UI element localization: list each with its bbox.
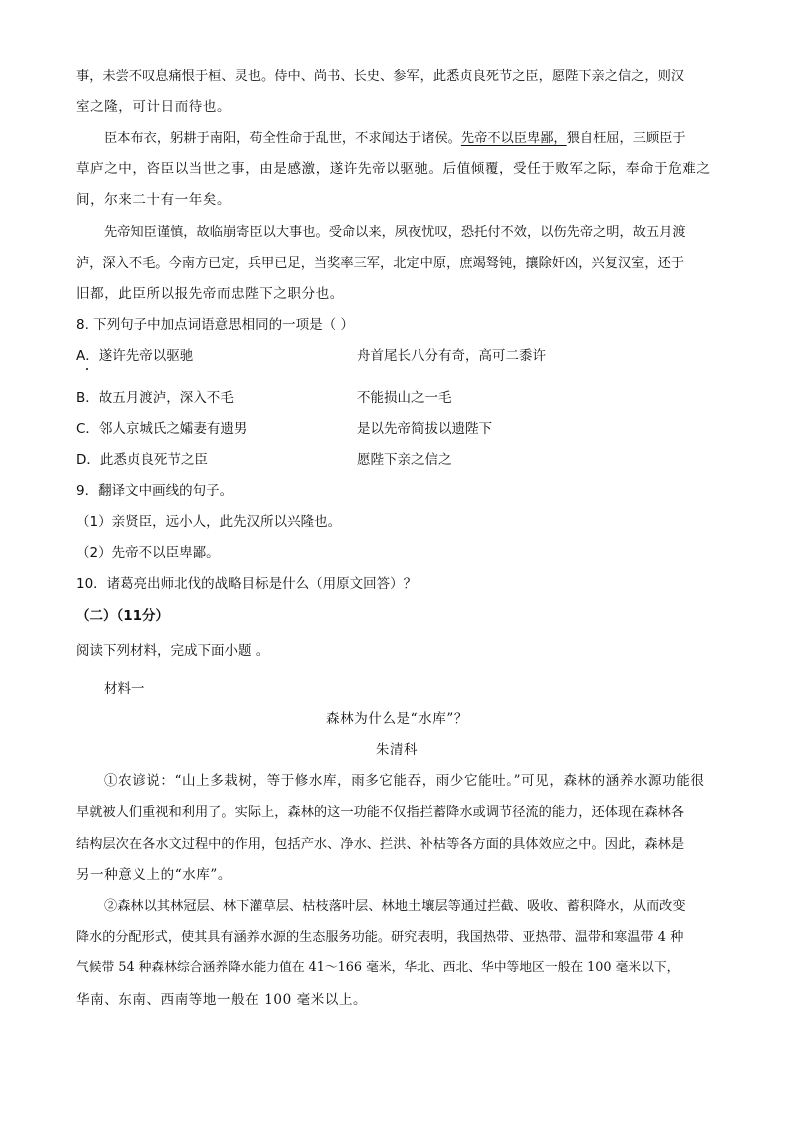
passage-line: 泸，深入不毛。今南方已定，兵甲已足，当奖率三军，北定中原，庶竭驽钝，攘除奸凶，兴复汉室，还于 [76,256,685,271]
section-instruction: 阅读下列材料，完成下面小题 。 [76,643,270,659]
article-paragraph-line: 早就被人们重视和利用了。实际上，森林的这一功能不仅指拦蓄降水或调节径流的能力，还体现在森林各 [76,805,685,820]
q8-option-a-right: 舟首尾长八分有奇，高可二黍许 [357,348,546,364]
q8-option-b-right: 不能损山之一毛 [357,390,452,406]
passage-paragraph-2-line-1 [104,132,686,145]
q8-option-c-left: C．邻人京城氏之孀妻有遗男 [76,421,248,437]
q8-option-d-left: D．此悉贞良死节之臣 [76,452,208,468]
article-author: 朱清科 [375,742,419,758]
emphasis-dot [86,368,88,370]
question-8-stem: 8. 下列句子中加点词语意思相同的一项是（ ） [76,317,354,333]
passage-line: 间，尔来二十有一年矣。 [76,192,232,208]
q8-option-a-left: A．遂许先帝以驱驰 [76,348,194,364]
article-paragraph-line: ②森林以其林冠层、林下灌草层、枯枝落叶层、林地土壤层等通过拦截、吸收、蓄积降水，从而改变 [104,899,686,914]
passage-line: 草庐之中，咨臣以当世之事，由是感激，遂许先帝以驱驰。后值倾覆，受任于败军之际，奉命于危难之 [76,161,711,177]
section-heading: （二）（11分） [76,608,170,624]
q8-option-d-right: 愿陛下亲之信之 [357,452,452,468]
question-9-stem: 9．翻译文中画线的句子。 [76,483,234,499]
passage-line: 事，未尝不叹息痛恨于桓、灵也。侍中、尚书、长史、参军，此悉贞良死节之臣，愿陛下亲之信之，则汉 [76,69,685,84]
q8-option-b-left: B．故五月渡泸，深入不毛 [76,390,234,406]
passage-text: 猥自枉屈，三顾臣于 [566,131,686,146]
q8-option-c-right: 是以先帝简拔以遗陛下 [357,421,492,437]
question-10-stem: 10．诸葛亮出师北伐的战略目标是什么（用原文回答）？ [76,576,418,592]
passage-line: 旧都，此臣所以报先帝而忠陛下之职分也。 [76,286,344,302]
q9-sentence-2: （2）先帝不以臣卑鄙。 [76,545,220,561]
article-paragraph-line: ①农谚说：“山上多栽树，等于修水库，雨多它能吞，雨少它能吐。”可见，森林的涵养水源功能很 [104,773,705,789]
q9-sentence-1: （1）亲贤臣，远小人，此先汉所以兴隆也。 [76,514,342,530]
article-paragraph-line: 另一种意义上的“水库”。 [76,867,233,883]
article-paragraph-line: 降水的分配形式，使其具有涵养水源的生态服务功能。研究表明，我国热带、亚热带、温带和寒温带 4 种 [76,930,684,945]
article-paragraph-line: 气候带 54 种森林综合涵养降水能力值在 41～166 毫米，华北、西北、华中等地区一般在 100 毫米以下， [76,960,680,975]
passage-line: 先帝知臣谨慎，故临崩寄臣以大事也。受命以来，夙夜忧叹，恐托付不效，以伤先帝之明，故五月渡 [104,225,686,240]
underlined-sentence: 先帝不以臣卑鄙， [460,131,567,146]
article-paragraph-line: 结构层次在各水文过程中的作用，包括产水、净水、拦洪、补枯等各方面的具体效应之中。因此，森林是 [76,837,685,852]
passage-text: 臣本布衣，躬耕于南阳，苟全性命于乱世，不求闻达于诸侯。 [104,131,461,146]
article-title: 森林为什么是“水库”？ [326,711,468,727]
material-label: 材料一 [104,681,145,697]
passage-line: 室之隆，可计日而待也。 [76,99,232,115]
article-paragraph-line: 华南、东南、西南等地一般在 100 毫米以上。 [76,992,368,1008]
